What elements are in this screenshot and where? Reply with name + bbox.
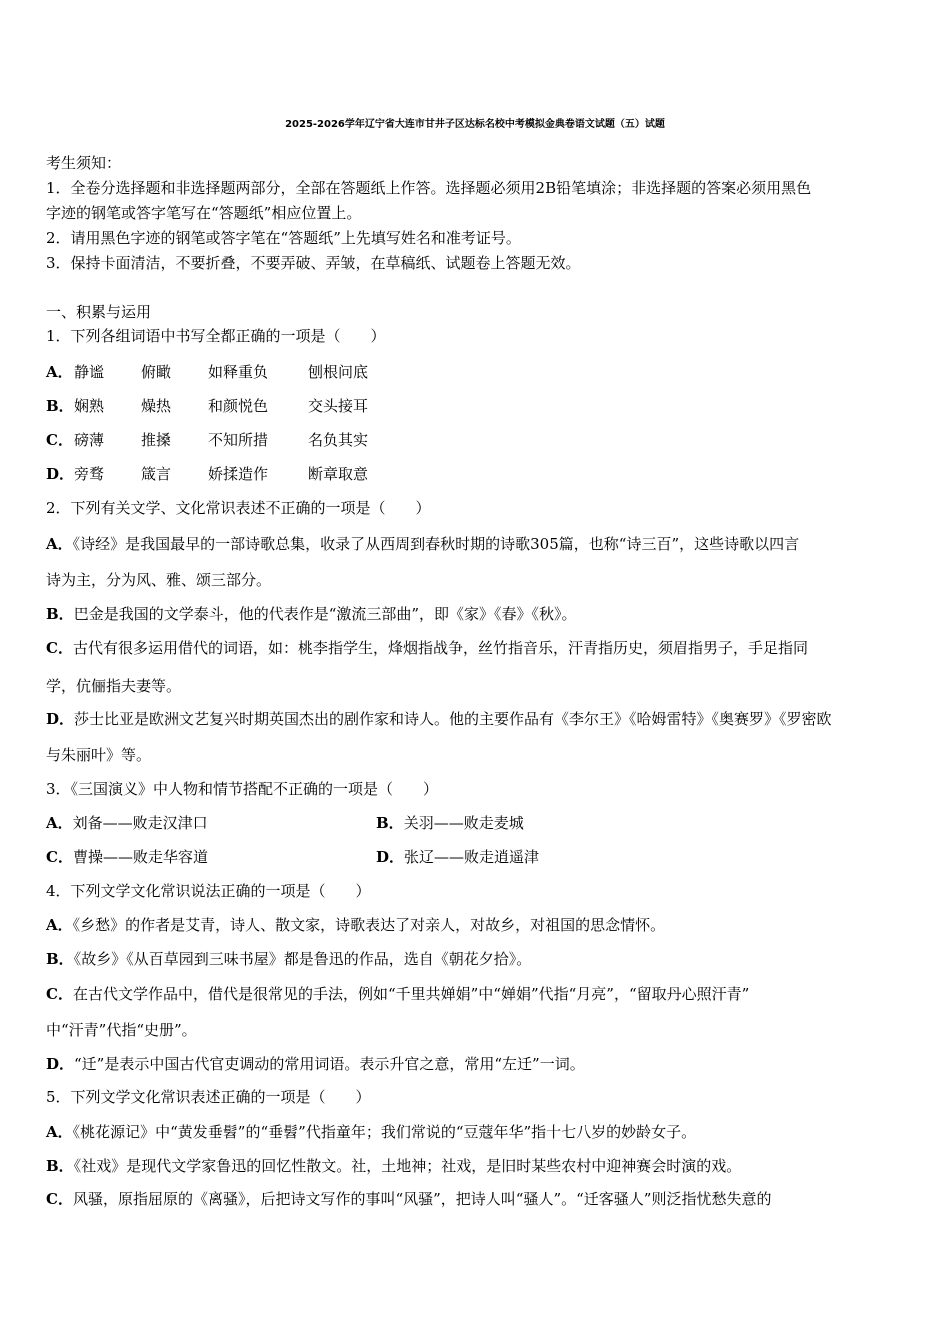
option-word: 刨根问底 — [308, 363, 369, 381]
option-text: 风骚，原指屈原的《离骚》，后把诗文写作的事叫“风骚”，把诗人叫“骚人”。“迁客骚人”则泛指忧愁失意的 — [72, 1190, 772, 1208]
question-stem: 3．《三国演义》中人物和情节搭配不正确的一项是（ ） — [46, 780, 439, 798]
option-label: C． — [46, 431, 73, 449]
option-line — [46, 1122, 696, 1142]
option-row — [46, 396, 368, 416]
option-line — [46, 949, 531, 969]
option-word: 交头接耳 — [308, 397, 369, 415]
option-text: 在古代文学作品中，借代是很常见的手法，例如“千里共婵娟”中“婵娟”代指“月亮”，“留取丹心照汗青” — [72, 985, 750, 1003]
option-label: B． — [46, 950, 74, 968]
option-label: A． — [46, 535, 73, 553]
option-text: 巴金是我国的文学泰斗，他的代表作是“激流三部曲”，即《家》《春》《秋》。 — [73, 605, 577, 623]
option-line — [46, 676, 181, 696]
option-line — [46, 915, 665, 935]
option-word: 推搡 — [141, 431, 172, 449]
option-line — [46, 813, 208, 833]
option-word: 箴言 — [141, 465, 172, 483]
option-line — [46, 984, 749, 1004]
notice-heading: 考生须知： — [46, 154, 122, 172]
option-label: B． — [46, 605, 74, 623]
option-label: D． — [46, 465, 75, 483]
option-line — [376, 847, 539, 867]
option-word: 和颜悦色 — [208, 397, 269, 415]
option-word: 如释重负 — [208, 363, 269, 381]
option-label: B． — [46, 397, 74, 415]
option-line — [46, 847, 208, 867]
question-stem: 4．下列文学文化常识说法正确的一项是（ ） — [46, 882, 371, 900]
page-title: 2025-2026学年辽宁省大连市甘井子区达标名校中考模拟金典卷语文试题（五）试题 — [285, 119, 665, 130]
option-line — [46, 534, 799, 554]
section-heading: 一、积累与运用 — [46, 303, 152, 321]
option-text: “迁”是表示中国古代官吏调动的常用词语。表示升官之意，常用“左迁”一词。 — [74, 1055, 585, 1073]
option-text: 《桃花源记》中“黄发垂髫”的“垂髫”代指童年；我们常说的“豆蔻年华”指十七八岁的妙龄女子。 — [72, 1123, 697, 1141]
option-label: B． — [46, 1157, 74, 1175]
option-label: B． — [376, 814, 404, 832]
option-word: 娇揉造作 — [208, 465, 269, 483]
option-word: 静谧 — [74, 363, 105, 381]
option-label: A． — [46, 363, 73, 381]
question-stem: 5．下列文学文化常识表述正确的一项是（ ） — [46, 1088, 371, 1106]
option-text: 《故乡》《从百草园到三味书屋》都是鲁迅的作品，选自《朝花夕拾》。 — [73, 950, 532, 968]
option-line — [46, 1020, 197, 1040]
option-text: 《社戏》是现代文学家鲁迅的回忆性散文。社，土地神；社戏，是旧时某些农村中迎神赛会时演的戏。 — [73, 1157, 742, 1175]
option-label: D． — [46, 710, 75, 728]
option-word: 断章取意 — [308, 465, 369, 483]
notice-item: 1．全卷分选择题和非选择题两部分，全部在答题纸上作答。选择题必须用2B铅笔填涂；非选择题的答案必须用黑色 — [46, 179, 812, 197]
option-text: 学，伉俪指夫妻等。 — [46, 677, 182, 695]
option-text: 张辽——败走逍遥津 — [404, 848, 540, 866]
option-label: C． — [46, 1190, 73, 1208]
option-text: 莎士比亚是欧洲文艺复兴时期英国杰出的剧作家和诗人。他的主要作品有《李尔王》《哈姆雷特》《奥赛罗》《罗密欧 — [74, 710, 832, 728]
option-line — [46, 745, 151, 765]
option-text: 《乡愁》的作者是艾青，诗人、散文家，诗歌表达了对亲人，对故乡，对祖国的思念情怀。 — [72, 916, 666, 934]
notice-item: 字迹的钢笔或答字笔写在“答题纸”相应位置上。 — [46, 204, 362, 222]
option-row — [46, 430, 368, 450]
option-line — [376, 813, 524, 833]
notice-item: 3．保持卡面清洁，不要折叠，不要弄破、弄皱，在草稿纸、试题卷上答题无效。 — [46, 254, 581, 272]
option-label: A． — [46, 916, 73, 934]
option-label: C． — [46, 639, 73, 657]
question-stem: 2．下列有关文学、文化常识表述不正确的一项是（ ） — [46, 499, 431, 517]
option-text: 中“汗青”代指“史册”。 — [46, 1021, 197, 1039]
option-text: 刘备——败走汉津口 — [72, 814, 208, 832]
option-text: 与朱丽叶》等。 — [46, 746, 152, 764]
option-line — [46, 570, 271, 590]
option-word: 磅薄 — [74, 431, 105, 449]
option-label: D． — [46, 1055, 75, 1073]
option-word: 娴熟 — [74, 397, 105, 415]
option-line — [46, 1189, 771, 1209]
option-text: 《诗经》是我国最早的一部诗歌总集，收录了从西周到春秋时期的诗歌305篇，也称“诗三百”，这些诗歌以四言 — [72, 535, 800, 553]
option-label: C． — [46, 848, 73, 866]
option-row — [46, 362, 368, 382]
option-line — [46, 1054, 585, 1074]
option-text: 诗为主，分为风、雅、颂三部分。 — [46, 571, 272, 589]
notice-item: 2．请用黑色字迹的钢笔或答字笔在“答题纸”上先填写姓名和准考证号。 — [46, 229, 521, 247]
question-stem: 1．下列各组词语中书写全都正确的一项是（ ） — [46, 327, 386, 345]
option-label: D． — [376, 848, 405, 866]
option-label: A． — [46, 1123, 73, 1141]
option-row — [46, 464, 368, 484]
option-line — [46, 604, 577, 624]
option-word: 名负其实 — [308, 431, 369, 449]
option-word: 旁骛 — [74, 465, 105, 483]
option-line — [46, 1156, 741, 1176]
option-line — [46, 709, 832, 729]
option-line — [46, 638, 808, 658]
option-text: 古代有很多运用借代的词语，如：桃李指学生，烽烟指战争，丝竹指音乐，汗青指历史，须眉指男子，手足指同 — [72, 639, 808, 657]
option-label: A． — [46, 814, 73, 832]
option-word: 俯瞰 — [141, 363, 172, 381]
option-text: 关羽——败走麦城 — [403, 814, 524, 832]
option-word: 燥热 — [141, 397, 172, 415]
option-text: 曹操——败走华容道 — [72, 848, 208, 866]
option-label: C． — [46, 985, 73, 1003]
option-word: 不知所措 — [208, 431, 269, 449]
